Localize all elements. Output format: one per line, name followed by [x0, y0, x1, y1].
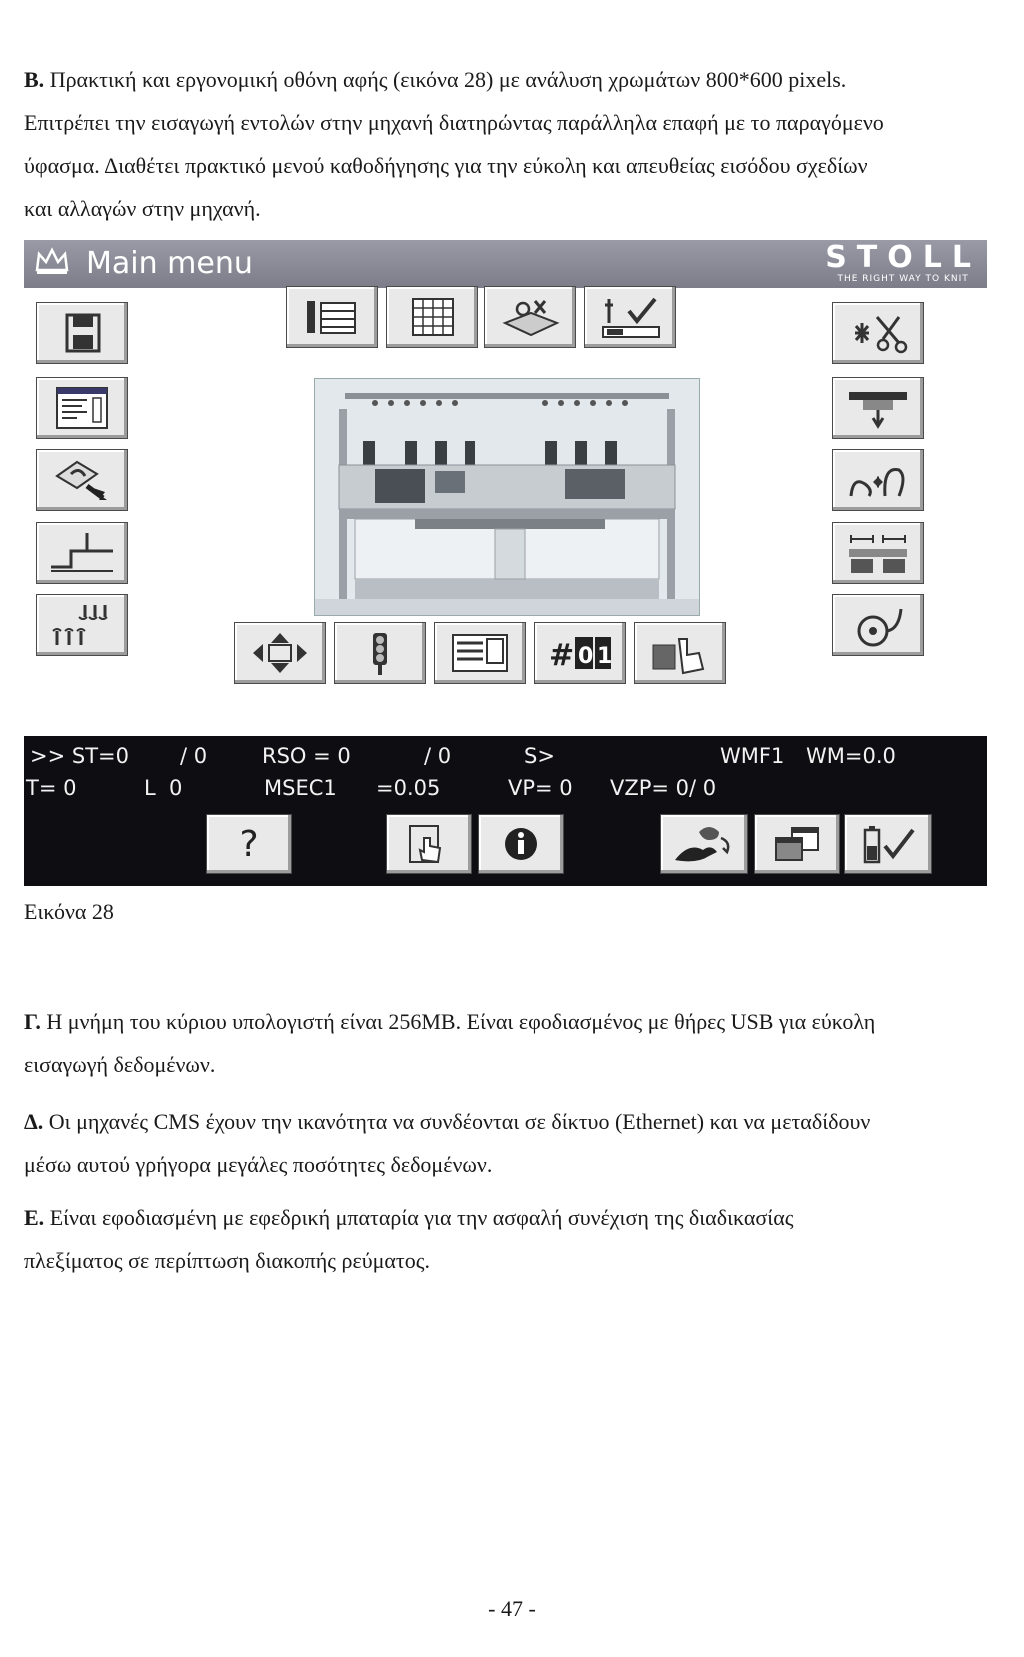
- paragraph-g-text: Η μνήμη του κύριου υπολογιστή είναι 256MB. Είναι εφοδιασμένος με θήρες USB για εύκολη εισαγωγή δεδομένων.: [24, 1009, 876, 1077]
- figure-caption: Εικόνα 28: [24, 899, 114, 924]
- windows-button[interactable]: [754, 814, 840, 874]
- status-st: >> ST=0: [30, 744, 129, 768]
- status-panel: [24, 736, 987, 810]
- battery-check-icon: [853, 820, 923, 868]
- hand-press-button[interactable]: [634, 622, 726, 684]
- pattern-list-icon: [47, 384, 117, 432]
- data-entry-button[interactable]: [36, 449, 128, 511]
- adjust-check-button[interactable]: [584, 286, 676, 348]
- paragraph-d-text: Οι μηχανές CMS έχουν την ικανότητα να συνδέονται σε δίκτυο (Ethernet) και να μεταδίδουν μέσω αυτού γρήγορα μεγάλες ποσότητες δεδομένων.: [24, 1109, 871, 1177]
- counter-button[interactable]: [534, 622, 626, 684]
- help-label: ?: [239, 823, 259, 865]
- hand-press-icon: [645, 629, 715, 677]
- card-insert-icon: [47, 456, 117, 504]
- measure-width-icon: [843, 529, 913, 577]
- windows-icon: [762, 820, 832, 868]
- status-vp: VP= 0: [508, 776, 573, 800]
- knitting-machine-image: [314, 378, 700, 616]
- take-down-roller-icon: [843, 601, 913, 649]
- svg-text:0: 0: [578, 644, 594, 669]
- status-st-total: / 0: [180, 744, 208, 768]
- knitting-machine-illustration: [315, 379, 699, 615]
- touch-button[interactable]: [386, 814, 472, 874]
- paragraph-b-label: Β.: [24, 67, 45, 92]
- brand-tagline: THE RIGHT WAY TO KNIT: [837, 274, 969, 284]
- status-msec: MSEC1: [264, 776, 337, 800]
- pattern-list-button[interactable]: [36, 377, 128, 439]
- help-button[interactable]: [206, 814, 292, 874]
- status-t: T= 0: [26, 776, 77, 800]
- adjust-check-icon: [595, 293, 665, 341]
- pipe-connection-button[interactable]: [36, 522, 128, 584]
- paragraph-e-text: Είναι εφοδιασμένη με εφεδρική μπαταρία για την ασφαλή συνέχιση της διαδικασίας πλεξίματος σε περίπτωση διακοπής ρεύματος.: [24, 1205, 794, 1273]
- counter-icon: [545, 629, 615, 677]
- paragraph-e-label: Ε.: [24, 1205, 45, 1230]
- take-down-roller-button[interactable]: [832, 594, 924, 656]
- page-number: - 47 -: [488, 1596, 536, 1621]
- paragraph-d-label: Δ.: [24, 1109, 44, 1134]
- svg-text:#: #: [549, 638, 575, 673]
- sinker-icon: [843, 384, 913, 432]
- status-wm: WM=0.0: [806, 744, 896, 768]
- navigate-button[interactable]: [234, 622, 326, 684]
- info-icon: [486, 820, 556, 868]
- traffic-light-icon: [345, 629, 415, 677]
- tools-button[interactable]: [484, 286, 576, 348]
- stoll-touch-screen: [24, 240, 987, 886]
- status-rso-total: / 0: [424, 744, 452, 768]
- brand-logo: [825, 242, 981, 284]
- pipe-connection-icon: [47, 529, 117, 577]
- crown-icon: [34, 246, 70, 276]
- bottom-toolbar: [24, 810, 987, 886]
- title-bar: [24, 240, 987, 288]
- tools-box-icon: [495, 293, 565, 341]
- battery-check-button[interactable]: [844, 814, 932, 874]
- paragraph-b: [24, 58, 892, 230]
- monitor-icon: [445, 629, 515, 677]
- paragraph-e: [24, 1196, 892, 1282]
- traffic-light-button[interactable]: [334, 622, 426, 684]
- scissors-cut-icon: [843, 309, 913, 357]
- stitch-loop-button[interactable]: [832, 449, 924, 511]
- sinker-button[interactable]: [832, 377, 924, 439]
- status-s: S>: [524, 744, 555, 768]
- speed-button[interactable]: [660, 814, 748, 874]
- paragraph-g-label: Γ.: [24, 1009, 41, 1034]
- info-button[interactable]: [478, 814, 564, 874]
- window-title: Main menu: [86, 246, 253, 281]
- status-msec-value: =0.05: [376, 776, 441, 800]
- program-table-icon: [297, 293, 367, 341]
- yarn-carrier-button[interactable]: [36, 594, 128, 656]
- status-vzp: VZP= 0/ 0: [610, 776, 717, 800]
- status-rso: RSO = 0: [262, 744, 351, 768]
- grid-table-icon: [397, 293, 467, 341]
- svg-text:1: 1: [597, 644, 613, 669]
- brand-name: STOLL: [825, 240, 981, 275]
- touch-hand-icon: [394, 820, 464, 868]
- paragraph-d: [24, 1100, 892, 1186]
- program-table-button[interactable]: [286, 286, 378, 348]
- grid-table-button[interactable]: [386, 286, 478, 348]
- status-l: L 0: [144, 776, 183, 800]
- status-wmf: WMF1: [720, 744, 785, 768]
- save-button[interactable]: [36, 302, 128, 364]
- monitor-button[interactable]: [434, 622, 526, 684]
- paragraph-g: [24, 1000, 892, 1086]
- speed-hare-snail-icon: [669, 820, 739, 868]
- stitch-loop-icon: [843, 456, 913, 504]
- yarn-carrier-icon: [47, 601, 117, 649]
- scissors-cut-button[interactable]: [832, 302, 924, 364]
- paragraph-b-text: Πρακτική και εργονομική οθόνη αφής (εικόνα 28) με ανάλυση χρωμάτων 800*600 pixels. Επιτρέπει την εισαγωγή εντολών στην μηχανή διατηρώντας παράλληλα επαφή με το παραγόμενο ύφασμα. Διαθέτει πρακτικό μενού καθοδήγησης για την εύκολη και απευθείας εισόδου σχεδίων και αλλαγών στην μηχανή.: [24, 67, 884, 221]
- floppy-disk-icon: [47, 309, 117, 357]
- measure-width-button[interactable]: [832, 522, 924, 584]
- navigate-arrows-icon: [245, 629, 315, 677]
